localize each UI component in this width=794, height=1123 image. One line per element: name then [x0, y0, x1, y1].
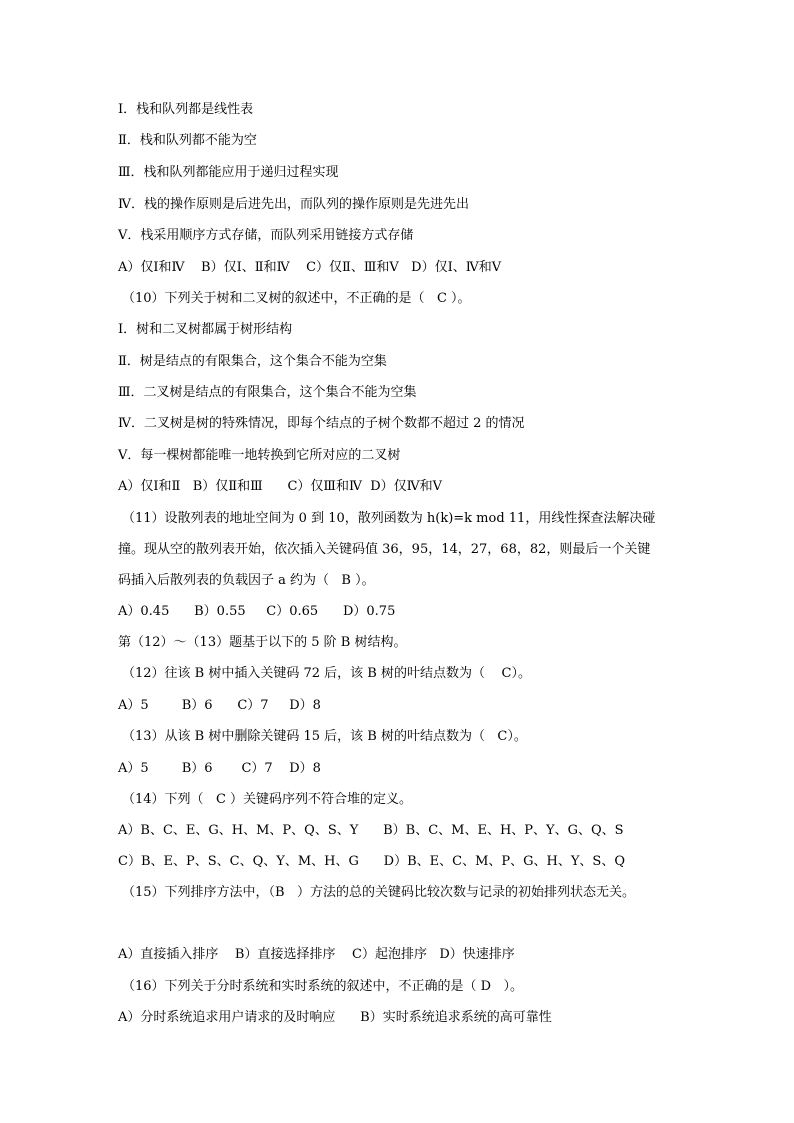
- text-line: A）0.45 B）0.55 C）0.65 D）0.75: [118, 604, 396, 619]
- text-line: A）仅Ⅰ和Ⅳ B）仅Ⅰ、Ⅱ和Ⅳ C）仅Ⅱ、Ⅲ和Ⅴ D）仅Ⅰ、Ⅳ和Ⅴ: [118, 260, 502, 275]
- question-16: （16）下列关于分时系统和实时系统的叙述中，不正确的是（ D ）。: [122, 979, 523, 994]
- text-line: Ⅴ．每一棵树都能唯一地转换到它所对应的二叉树: [118, 448, 401, 463]
- question-13: （13）从该 B 树中删除关键码 15 后，该 B 树的叶结点数为（ C）。: [122, 729, 527, 744]
- text-line: Ⅴ．栈采用顺序方式存储，而队列采用链接方式存储: [118, 228, 414, 243]
- text-line: Ⅲ．栈和队列都能应用于递归过程实现: [118, 165, 339, 180]
- text-line: A）B、C、E、G、H、M、P、Q、S、Y B）B、C、M、E、H、P、Y、G、Q、S: [118, 823, 624, 838]
- text-line: Ⅱ．树是结点的有限集合，这个集合不能为空集: [118, 354, 387, 369]
- text-line: Ⅳ．栈的操作原则是后进先出，而队列的操作原则是先进先出: [118, 197, 469, 212]
- question-15: （15）下列排序方法中，（B ）方法的总的关键码比较次数与记录的初始排列状态无关。: [122, 885, 635, 900]
- question-12: （12）往该 B 树中插入关键码 72 后，该 B 树的叶结点数为（ C）。: [122, 666, 531, 681]
- question-11: （11）设散列表的地址空间为 0 到 10，散列函数为 h(k)=k mod 11，用线性探查法解决碰: [122, 511, 656, 526]
- text-line: A）5 B）6 C）7 D）8: [118, 698, 321, 713]
- text-line: Ⅰ．树和二叉树都属于树形结构: [118, 322, 293, 337]
- text-line: 撞。现从空的散列表开始，依次插入关键码值 36，95，14，27，68，82，则最后一个关键: [118, 542, 651, 557]
- text-line: Ⅳ．二叉树是树的特殊情况，即每个结点的子树个数都不超过 2 的情况: [118, 416, 525, 431]
- text-line: 码插入后散列表的负载因子 a 约为（ B ）。: [118, 573, 375, 588]
- text-line: Ⅱ．栈和队列都不能为空: [118, 133, 257, 148]
- text-line: Ⅲ．二叉树是结点的有限集合，这个集合不能为空集: [118, 385, 417, 400]
- question-10: （10）下列关于树和二叉树的叙述中，不正确的是（ C ）。: [122, 291, 471, 306]
- text-line: A）5 B）6 C）7 D）8: [118, 761, 321, 776]
- text-line: Ⅰ．栈和队列都是线性表: [118, 102, 254, 117]
- text-line: A）仅Ⅰ和Ⅱ B）仅Ⅱ和Ⅲ C）仅Ⅲ和Ⅳ D）仅Ⅳ和Ⅴ: [118, 479, 443, 494]
- question-14: （14）下列（ C ）关键码序列不符合堆的定义。: [122, 792, 413, 807]
- text-line: 第（12）～（13）题基于以下的 5 阶 B 树结构。: [118, 635, 407, 650]
- text-line: C）B、E、P、S、C、Q、Y、M、H、G D）B、E、C、M、P、G、H、Y、S、Q: [118, 854, 625, 869]
- text-line: A）直接插入排序 B）直接选择排序 C）起泡排序 D）快速排序: [118, 947, 515, 962]
- text-line: A）分时系统追求用户请求的及时响应 B）实时系统追求系统的高可靠性: [118, 1010, 552, 1025]
